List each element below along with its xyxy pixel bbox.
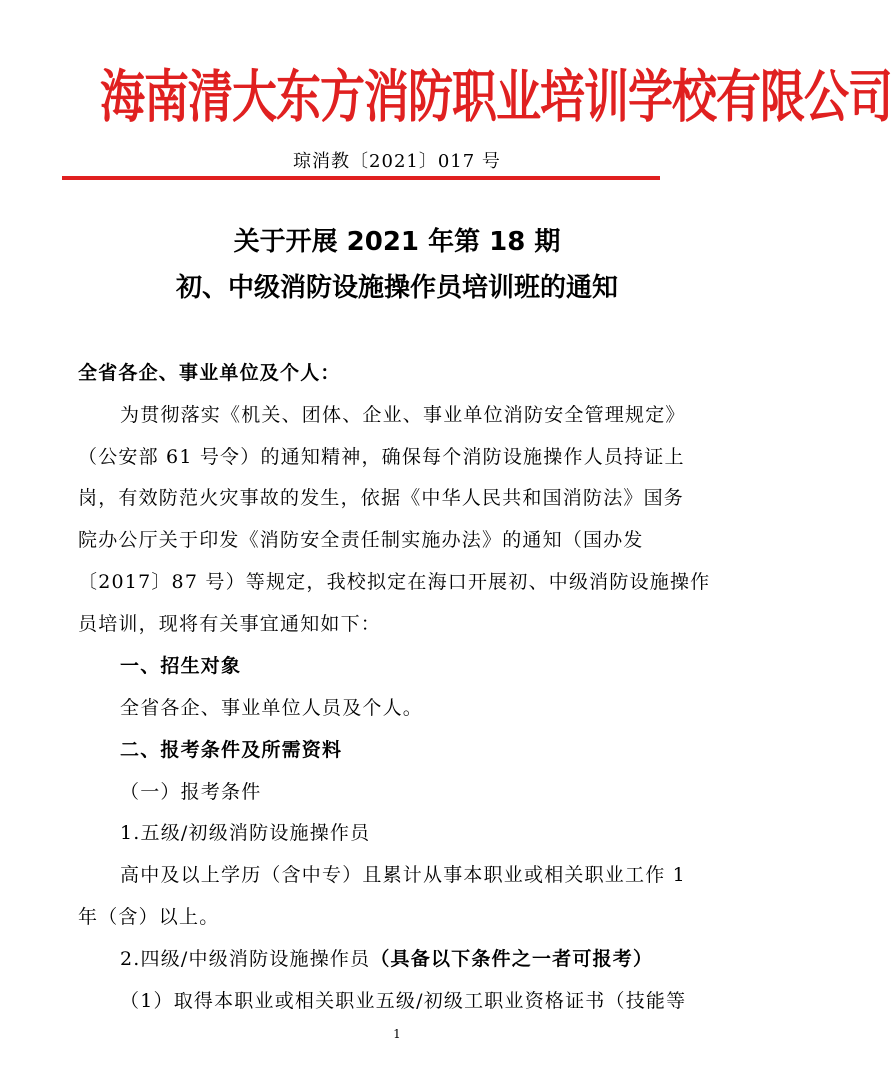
page-number: 1 xyxy=(393,1027,401,1041)
item-1-line-1: 高中及以上学历（含中专）且累计从事本职业或相关职业工作 1 xyxy=(120,864,686,886)
item-2-heading-text: 2.四级/中级消防设施操作员 xyxy=(120,948,371,970)
salutation: 全省各企、事业单位及个人： xyxy=(78,362,341,384)
item-2-line-1: （1）取得本职业或相关职业五级/初级工职业资格证书（技能等 xyxy=(120,990,687,1012)
intro-line-1: 为贯彻落实《机关、团体、企业、事业单位消防安全管理规定》 xyxy=(120,404,686,426)
organization-name: 海南清大东方消防职业培训学校有限公司 xyxy=(100,63,892,130)
red-separator-line xyxy=(62,176,660,180)
subsection-1-heading: （一）报考条件 xyxy=(120,781,262,803)
document-number: 琼消教〔2021〕017 号 xyxy=(293,151,501,172)
section-2-heading: 二、报考条件及所需资料 xyxy=(120,739,343,761)
item-2-heading xyxy=(120,946,760,972)
intro-line-6: 员培训，现将有关事宜通知如下： xyxy=(78,613,382,635)
intro-line-5: 〔2017〕87 号）等规定，我校拟定在海口开展初、中级消防设施操作 xyxy=(78,571,711,593)
section-1-heading: 一、招生对象 xyxy=(120,655,242,677)
intro-line-2: （公安部 61 号令）的通知精神，确保每个消防设施操作人员持证上 xyxy=(78,446,685,468)
item-2-heading-condition: （具备以下条件之一者可报考） xyxy=(370,948,654,970)
intro-line-3: 岗，有效防范火灾事故的发生，依据《中华人民共和国消防法》国务 xyxy=(78,487,685,509)
item-1-heading: 1.五级/初级消防设施操作员 xyxy=(120,822,371,844)
item-1-line-2: 年（含）以上。 xyxy=(78,906,220,928)
intro-line-4: 院办公厅关于印发《消防安全责任制实施办法》的通知（国办发 xyxy=(78,529,644,551)
notice-title-line-2: 初、中级消防设施操作员培训班的通知 xyxy=(175,273,618,303)
notice-title-line-1: 关于开展 2021 年第 18 期 xyxy=(233,227,561,257)
section-1-text: 全省各企、事业单位人员及个人。 xyxy=(120,697,424,719)
